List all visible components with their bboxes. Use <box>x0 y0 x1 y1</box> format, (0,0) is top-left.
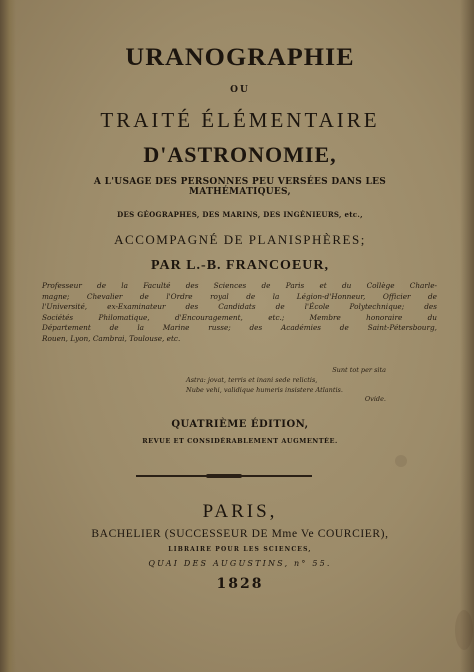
credential-line: Professeur de la Faculté des Sciences de Paris et du Collège Charle- <box>42 281 437 290</box>
credential-line: Département de la Marine russe; des Académies de Saint-Pétersbourg, <box>42 323 437 333</box>
credential-line: Rouen, Lyon, Cambrai, Toulouse, etc. <box>42 333 181 343</box>
subtitle-line-2: D'ASTRONOMIE, <box>143 142 337 167</box>
subtitle-line-1: TRAITÉ ÉLÉMENTAIRE <box>100 108 380 132</box>
credential-line: Sociétés Philomatique, d'Encouragement, etc.; Membre honoraire du <box>42 312 437 322</box>
imprint-publisher: BACHELIER (SUCCESSEUR DE Mme Ve COURCIER), <box>91 528 389 540</box>
book-spine-shadow <box>0 0 16 672</box>
intended-readers <box>30 177 450 197</box>
ornamental-rule <box>136 475 312 477</box>
imprint-city: PARIS, <box>202 501 278 522</box>
page-edge-shadow <box>460 0 474 672</box>
epigraph-attribution: Ovide. <box>364 395 386 403</box>
accompanied-line: ACCOMPAGNÉ DE PLANISPHÈRES; <box>114 232 366 247</box>
revised-line: REVUE ET CONSIDÉRABLEMENT AUGMENTÉE. <box>142 437 338 445</box>
epigraph-line-1: Sunt tot per sita <box>332 366 386 374</box>
book-title: URANOGRAPHIE <box>125 44 355 71</box>
edition-line: QUATRIÈME ÉDITION, <box>171 419 309 430</box>
imprint-address: QUAI DES AUGUSTINS, n° 55. <box>148 559 332 568</box>
audience-line: DES GÉOGRAPHES, DES MARINS, DES INGÉNIEURS, etc., <box>117 210 363 219</box>
credential-line: magne; Chevalier de l'Ordre royal de la Légion-d'Honneur, Officier de <box>42 291 437 301</box>
paper-stain <box>395 455 407 467</box>
usage-line-2: MATHÉMATIQUES, <box>189 187 291 197</box>
epigraph-line-3: Nube vehi, validique humeris insistere Atlantis. <box>186 386 343 394</box>
title-connector: OU <box>230 85 250 95</box>
imprint-bookseller: LIBRAIRE POUR LES SCIENCES, <box>168 546 312 553</box>
paper-stain <box>455 610 473 650</box>
epigraph-line-2: Astra: jovat, terris et inani sede relictis, <box>186 376 318 384</box>
author-name: PAR L.-B. FRANCOEUR, <box>150 258 329 273</box>
imprint-year: 1828 <box>216 576 264 592</box>
author-credentials <box>42 281 437 345</box>
usage-line-1: A L'USAGE DES PERSONNES PEU VERSÉES DANS LES <box>93 177 387 187</box>
credential-line: l'Université, ex-Examinateur des Candidats de l'École Polytechnique; des <box>42 302 437 312</box>
